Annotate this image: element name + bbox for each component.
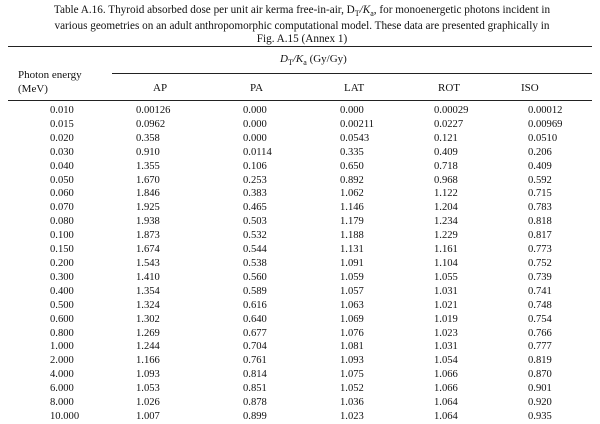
cell-rot: 1.234 (434, 216, 458, 228)
table-row (0, 313, 578, 327)
table-row (0, 299, 578, 313)
table-row (0, 201, 578, 215)
cell-pa: 0.383 (243, 188, 267, 200)
cell-ap: 1.355 (136, 160, 160, 172)
energy-column-header (18, 68, 82, 96)
caption-subscript-t: T (354, 9, 360, 19)
cell-ap: 1.670 (136, 174, 160, 186)
cell-rot: 0.718 (434, 160, 458, 172)
cell-pa: 0.000 (243, 118, 267, 130)
cell-rot: 0.409 (434, 146, 458, 158)
cell-lat: 1.062 (340, 188, 364, 200)
cell-energy: 6.000 (50, 383, 74, 395)
cell-rot: 1.019 (434, 313, 458, 325)
top-rule (8, 46, 592, 47)
cell-energy: 0.400 (50, 285, 74, 297)
cell-iso: 0.752 (528, 257, 552, 269)
cell-pa: 0.000 (243, 132, 267, 144)
cell-ap: 0.0962 (136, 118, 166, 130)
cell-ap: 1.244 (136, 341, 160, 353)
cell-rot: 1.021 (434, 299, 458, 311)
cell-energy: 0.150 (50, 244, 74, 256)
cell-rot: 1.204 (434, 202, 458, 214)
cell-energy: 0.500 (50, 299, 74, 311)
cell-lat: 1.057 (340, 285, 364, 297)
cell-iso: 0.870 (528, 369, 552, 381)
cell-rot: 1.031 (434, 341, 458, 353)
cell-pa: 0.503 (243, 216, 267, 228)
cell-ap: 1.543 (136, 257, 160, 269)
cell-energy: 0.100 (50, 230, 74, 242)
cell-pa: 0.532 (243, 230, 267, 242)
cell-ap: 1.166 (136, 355, 160, 367)
cell-rot: 0.968 (434, 174, 458, 186)
dose-table (0, 104, 578, 424)
table-row (0, 146, 578, 160)
cell-ap: 0.358 (136, 132, 160, 144)
cell-rot: 0.00029 (434, 105, 469, 116)
cell-lat: 1.069 (340, 313, 364, 325)
cell-rot: 1.055 (434, 271, 458, 283)
table-row (0, 257, 578, 271)
column-header-lat: LAT (344, 82, 365, 94)
cell-pa: 0.640 (243, 313, 267, 325)
cell-pa: 0.878 (243, 397, 267, 409)
cell-energy: 0.080 (50, 216, 74, 228)
table-row (0, 132, 578, 146)
cell-ap: 1.007 (136, 410, 160, 422)
cell-ap: 1.674 (136, 244, 160, 256)
cell-energy: 0.050 (50, 174, 74, 186)
cell-rot: 1.064 (434, 397, 458, 409)
column-header-iso: ISO (521, 82, 539, 94)
table-row (0, 187, 578, 201)
cell-iso: 0.783 (528, 202, 552, 214)
cell-lat: 0.00211 (340, 118, 375, 130)
cell-iso: 0.748 (528, 299, 552, 311)
cell-rot: 1.066 (434, 369, 458, 381)
cell-energy: 10.000 (50, 410, 80, 422)
cell-energy: 0.600 (50, 313, 74, 325)
cell-iso: 0.901 (528, 383, 552, 395)
cell-iso: 0.817 (528, 230, 552, 242)
cell-iso: 0.592 (528, 174, 552, 186)
cell-iso: 0.409 (528, 160, 552, 172)
cell-energy: 0.010 (50, 105, 74, 116)
group-subscript-t: T (287, 58, 293, 68)
caption-line-1 (14, 4, 590, 20)
cell-ap: 1.269 (136, 327, 160, 339)
cell-iso: 0.00969 (528, 118, 563, 130)
cell-iso: 0.818 (528, 216, 552, 228)
cell-lat: 0.0543 (340, 132, 370, 144)
cell-ap: 1.925 (136, 202, 160, 214)
cell-iso: 0.741 (528, 285, 552, 297)
cell-iso: 0.819 (528, 355, 552, 367)
caption-subscript-a: a (370, 9, 374, 19)
table-row (0, 327, 578, 341)
cell-iso: 0.0510 (528, 132, 558, 144)
cell-pa: 0.704 (243, 341, 267, 353)
cell-pa: 0.616 (243, 299, 267, 311)
cell-pa: 0.253 (243, 174, 267, 186)
cell-energy: 0.040 (50, 160, 74, 172)
table-row (0, 396, 578, 410)
cell-energy: 0.015 (50, 118, 74, 130)
table-row (0, 229, 578, 243)
cell-ap: 1.873 (136, 230, 160, 242)
cell-iso: 0.00012 (528, 105, 563, 116)
cell-lat: 1.081 (340, 341, 364, 353)
cell-lat: 1.059 (340, 271, 364, 283)
cell-pa: 0.851 (243, 383, 267, 395)
table-row (0, 215, 578, 229)
cell-pa: 0.000 (243, 105, 267, 116)
cell-ap: 1.846 (136, 188, 160, 200)
caption-line-2: various geometries on an adult anthropomorphic computational model. These data are presented graphically in (54, 20, 550, 33)
table-row (0, 118, 578, 132)
cell-lat: 1.091 (340, 257, 364, 269)
cell-ap: 1.410 (136, 271, 160, 283)
group-d: D (280, 53, 288, 65)
dose-group-header (280, 53, 347, 67)
cell-rot: 1.054 (434, 355, 458, 367)
group-rule (112, 73, 592, 74)
cell-pa: 0.0114 (243, 146, 272, 158)
cell-pa: 0.589 (243, 285, 267, 297)
cell-ap: 1.093 (136, 369, 160, 381)
cell-rot: 1.104 (434, 257, 458, 269)
cell-lat: 0.335 (340, 146, 364, 158)
cell-ap: 1.053 (136, 383, 160, 395)
cell-rot: 1.023 (434, 327, 458, 339)
cell-lat: 1.076 (340, 327, 364, 339)
cell-ap: 1.302 (136, 313, 160, 325)
cell-iso: 0.739 (528, 271, 552, 283)
cell-energy: 4.000 (50, 369, 74, 381)
cell-rot: 1.031 (434, 285, 458, 297)
cell-iso: 0.935 (528, 410, 552, 422)
cell-lat: 1.146 (340, 202, 364, 214)
cell-lat: 0.892 (340, 174, 364, 186)
cell-iso: 0.920 (528, 397, 552, 409)
cell-ap: 1.324 (136, 299, 160, 311)
table-row (0, 243, 578, 257)
cell-energy: 0.060 (50, 188, 74, 200)
table-row (0, 104, 578, 118)
group-subscript-a: a (303, 58, 307, 68)
cell-pa: 0.899 (243, 410, 267, 422)
cell-rot: 1.066 (434, 383, 458, 395)
table-row (0, 285, 578, 299)
cell-energy: 2.000 (50, 355, 74, 367)
cell-energy: 1.000 (50, 341, 74, 353)
cell-pa: 0.814 (243, 369, 267, 381)
cell-rot: 1.229 (434, 230, 458, 242)
cell-energy: 8.000 (50, 397, 74, 409)
cell-ap: 1.354 (136, 285, 160, 297)
cell-iso: 0.715 (528, 188, 552, 200)
cell-lat: 1.179 (340, 216, 364, 228)
caption-line-3: Fig. A.15 (Annex 1) (256, 33, 348, 46)
cell-ap: 0.910 (136, 146, 160, 158)
cell-energy: 0.030 (50, 146, 74, 158)
cell-pa: 0.761 (243, 355, 267, 367)
table-row (0, 354, 578, 368)
cell-energy: 0.070 (50, 202, 74, 214)
cell-ap: 0.00126 (136, 105, 171, 116)
cell-rot: 1.064 (434, 410, 458, 422)
cell-lat: 1.075 (340, 369, 364, 381)
cell-pa: 0.544 (243, 244, 267, 256)
cell-lat: 0.650 (340, 160, 364, 172)
cell-lat: 1.063 (340, 299, 364, 311)
cell-ap: 1.026 (136, 397, 160, 409)
cell-lat: 1.131 (340, 244, 364, 256)
cell-pa: 0.560 (243, 271, 267, 283)
table-caption (14, 4, 590, 46)
cell-pa: 0.538 (243, 257, 267, 269)
cell-lat: 1.188 (340, 230, 364, 242)
cell-rot: 0.0227 (434, 118, 464, 130)
cell-lat: 1.093 (340, 355, 364, 367)
dose-table-body (0, 104, 578, 424)
cell-iso: 0.206 (528, 146, 552, 158)
table-row (0, 174, 578, 188)
energy-header-line-1: Photon energy (18, 69, 82, 81)
cell-lat: 1.036 (340, 397, 364, 409)
cell-lat: 1.023 (340, 410, 364, 422)
cell-energy: 0.200 (50, 257, 74, 269)
cell-iso: 0.766 (528, 327, 552, 339)
cell-pa: 0.106 (243, 160, 267, 172)
cell-lat: 1.052 (340, 383, 364, 395)
table-row (0, 271, 578, 285)
energy-header-line-2: (MeV) (18, 83, 48, 95)
cell-iso: 0.754 (528, 313, 552, 325)
caption-text-1-end: , for monoenergetic photons incident in (373, 4, 551, 16)
cell-rot: 1.122 (434, 188, 458, 200)
cell-ap: 1.938 (136, 216, 160, 228)
cell-energy: 0.800 (50, 327, 74, 339)
caption-text-k: /K (359, 4, 371, 16)
table-row (0, 382, 578, 396)
table-row (0, 160, 578, 174)
cell-lat: 0.000 (340, 105, 364, 116)
group-k: /K (292, 53, 304, 65)
cell-pa: 0.677 (243, 327, 267, 339)
table-row (0, 368, 578, 382)
column-header-rot: ROT (438, 82, 460, 94)
cell-iso: 0.777 (528, 341, 552, 353)
cell-rot: 1.161 (434, 244, 458, 256)
group-units: (Gy/Gy) (306, 53, 347, 65)
header-rule (8, 100, 592, 101)
table-row (0, 340, 578, 354)
cell-iso: 0.773 (528, 244, 552, 256)
cell-rot: 0.121 (434, 132, 458, 144)
cell-energy: 0.020 (50, 132, 74, 144)
cell-energy: 0.300 (50, 271, 74, 283)
cell-pa: 0.465 (243, 202, 267, 214)
caption-text-1: Table A.16. Thyroid absorbed dose per unit air kerma free-in-air, D (53, 4, 355, 16)
column-header-ap: AP (153, 82, 168, 94)
column-header-pa: PA (250, 82, 264, 94)
